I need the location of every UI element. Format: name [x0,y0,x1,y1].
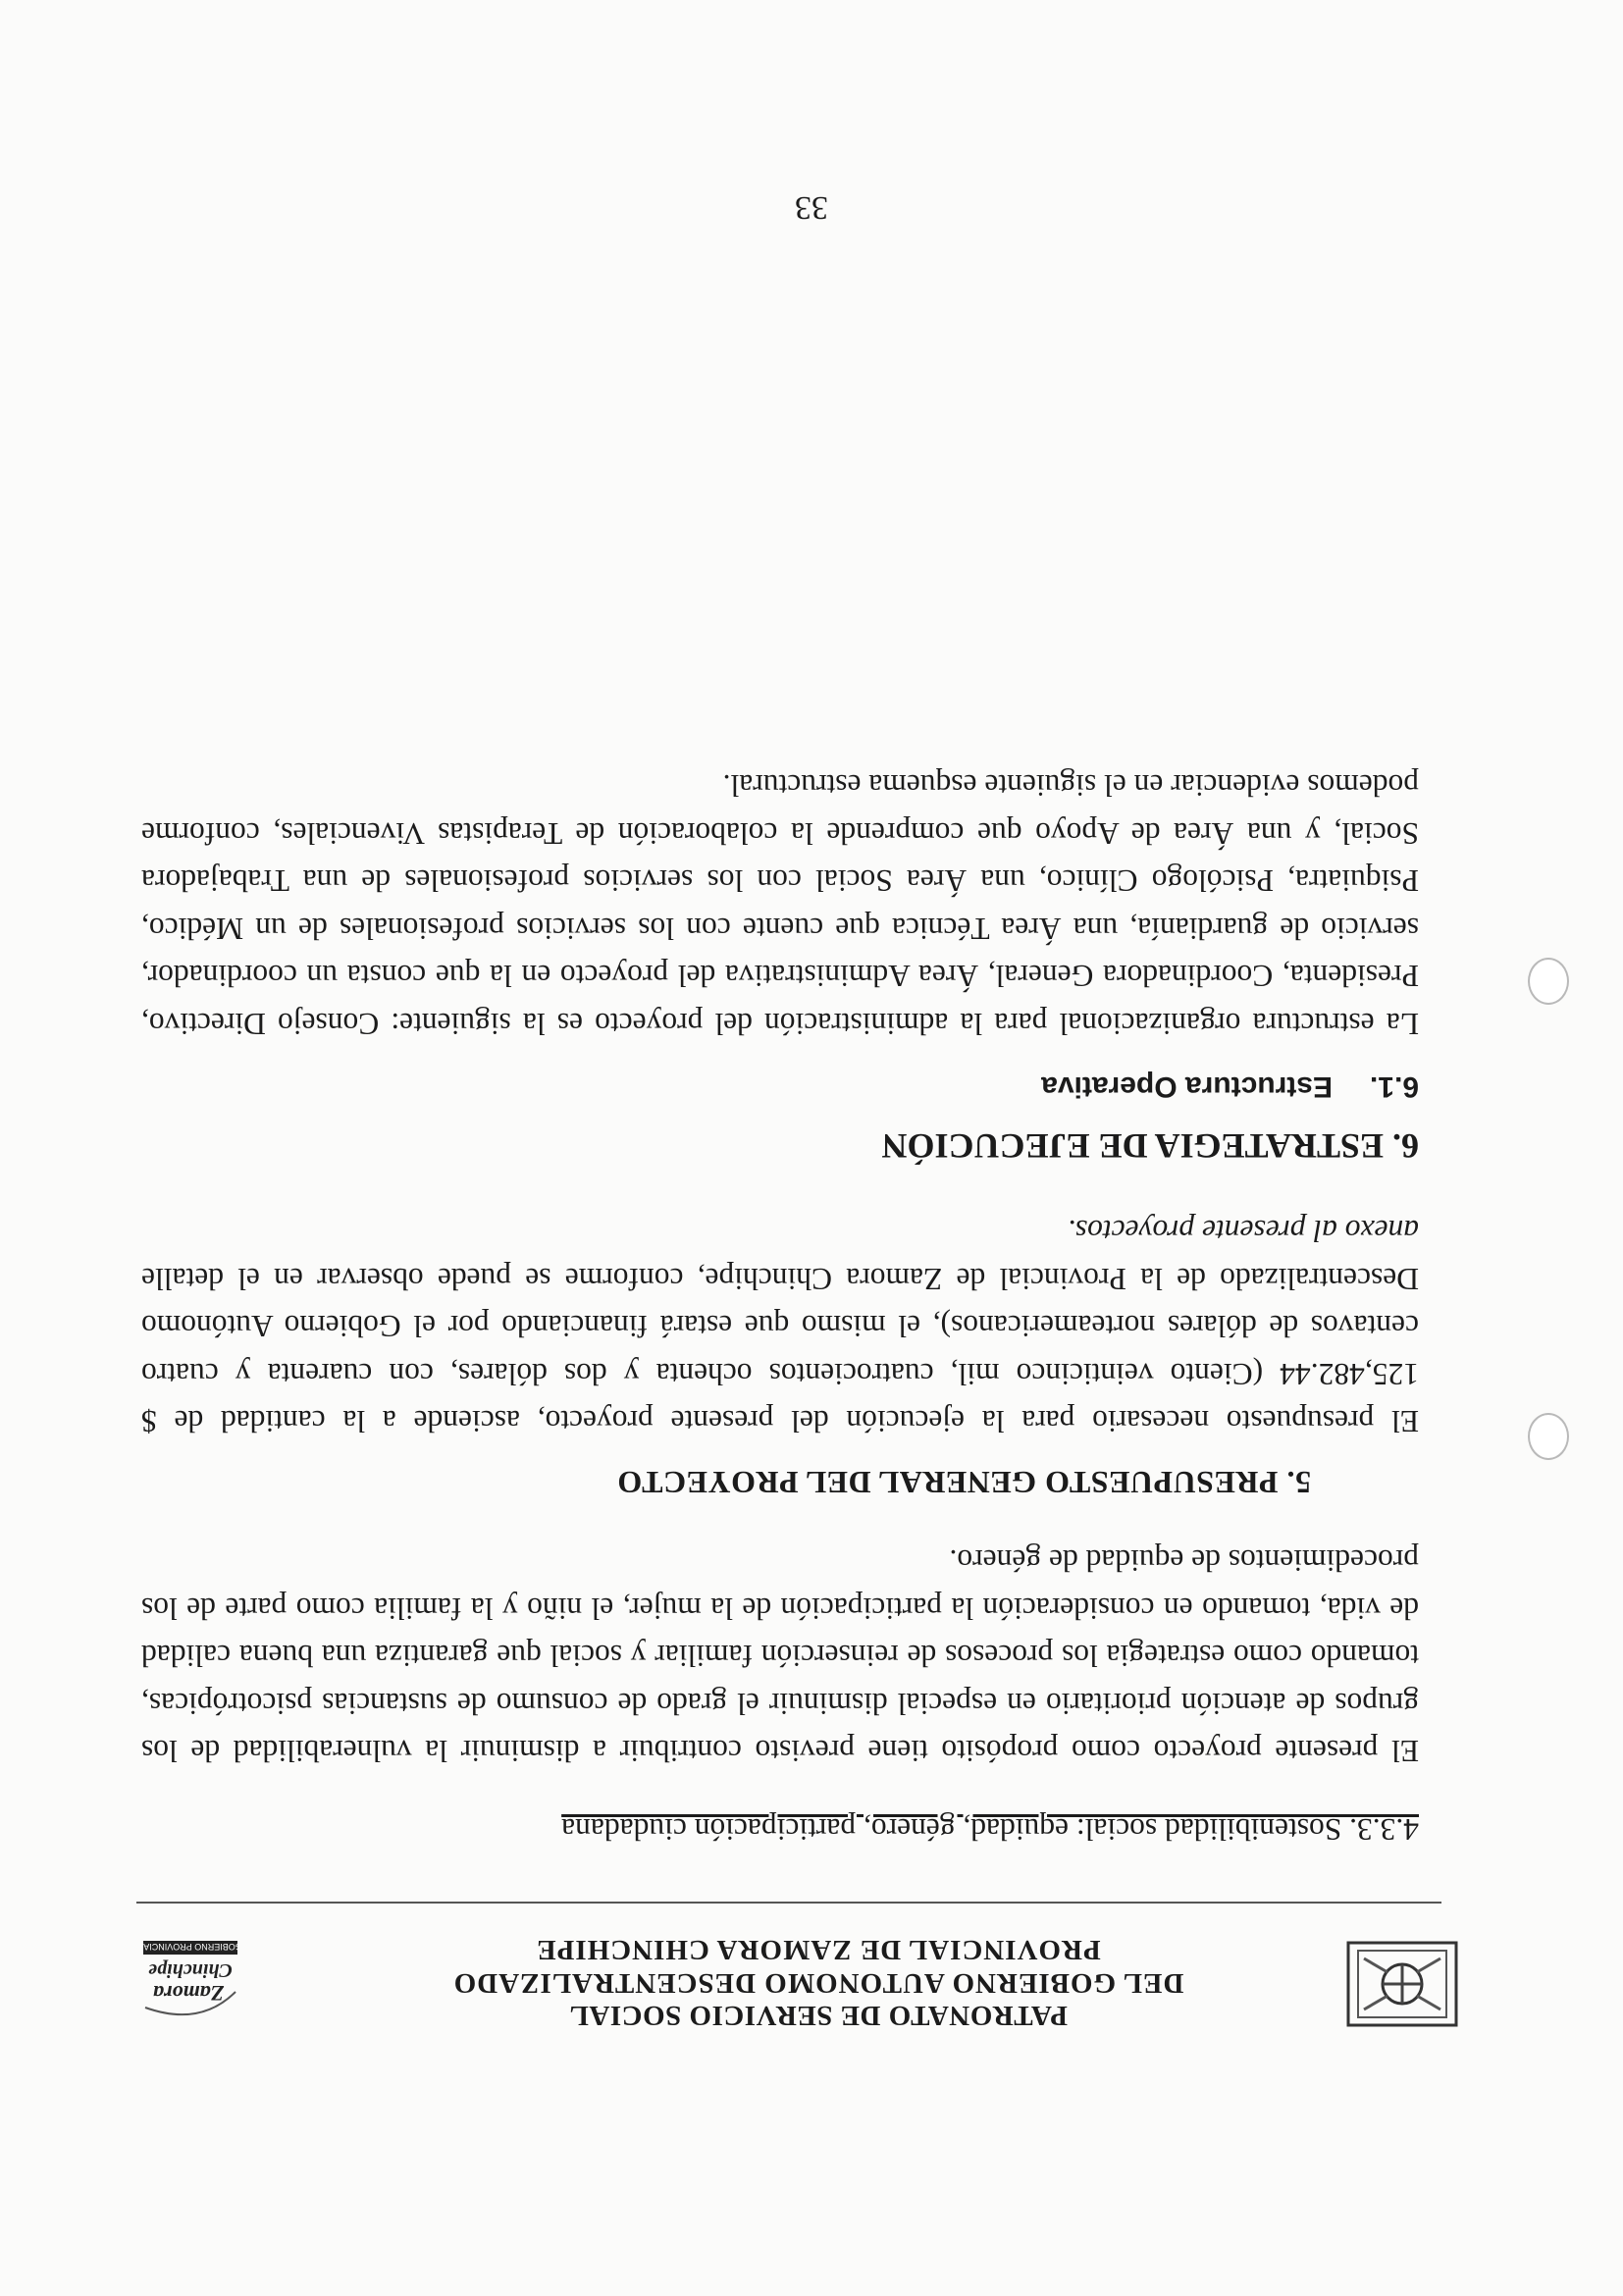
institution-name [328,1933,1309,2031]
page-number: 33 [795,189,828,226]
institution-logo [1329,1939,1476,2029]
section-4-3-3-paragraph: El presente proyecto como propósito tiene previsto contribuir a disminuir la vulnerabilidad de los grupos de atención prioritario en especial disminuir el grado de consumo de sustancias psicotrópicas, tomando como estrategia los procesos de reinserción familiar y social que garantiza una buena calidad de vida, tomando en consideración la participación de la mujer, el niño y la familia como parte de los procedimientos de equidad de género. [141,1543,1419,1769]
header-line-1: PATRONATO DE SERVICIO SOCIAL [569,2000,1068,2031]
body-content [141,761,1419,1852]
section-6-1-paragraph: La estructura organizacional para la administración del proyecto es la siguiente: Consejo Directivo, Presidenta, Coordinadora General, Área Administrativa del proyecto en la que consta un coordinador, servicio de guardianía, una Área Técnica que cuente con los servicios profesionales de un Médico, Psiquiatra, Psicólogo Clínico, una Área Social con los servicios profesionales de una Trabajadora Social, y una Área de Apoyo que comprende la colaboración de Terapistas Vivenciales, conforme podemos evidenciar en el siguiente esquema estructural. [141,768,1419,1041]
header-divider [136,1902,1441,1904]
punch-hole-top [1528,958,1569,1005]
section-5-italic-text: anexo al presente proyectos. [1067,1214,1419,1249]
section-5-heading: 5. PRESUPUESTO GENERAL DEL PROYECTO [616,1465,1311,1500]
section-6-1-heading [141,1063,1419,1111]
logo-text-chinchipe: Chinchipe [148,1959,233,1981]
section-6-heading: 6. ESTRATEGIA DE EJECUCIÓN [881,1126,1419,1166]
provincial-logo [141,1937,239,2031]
punch-hole-bottom [1528,1413,1569,1460]
section-5-paragraph [141,1207,1419,1445]
section-6-1-number: 6.1. [1369,1070,1419,1104]
header-line-2: DEL GOBIERNO AUTONOMO DESCENTRALIZADO [452,1966,1184,1999]
logo-text-gobierno: GOBIERNO PROVINCIAL [141,1942,239,1952]
logo-text-zamora: Zamora [152,1981,225,2006]
header-line-3: PROVINCIAL DE ZAMORA CHINCHIPE [536,1934,1101,1966]
section-4-3-3-heading: 4.3.3. Sostenibilidad social: equidad, género, participación ciudadana [561,1812,1419,1847]
section-5-text: El presupuesto necesario para la ejecución del presente proyecto, asciende a la cantidad de $ 125,482.44 (Ciento veinticinco mil, cuatrocientos ochenta y dos dólares, con cuarenta y cuatro centavos de dólares norteamericanos), el mismo que estará financiando por el Gobierno Autónomo Descentralizado de la Provincial de Zamora Chinchipe, conforme se puede observar en el detalle [141,1262,1419,1439]
letterhead [141,1923,1476,2031]
section-6-1-title: Estructura Operativa [1041,1070,1333,1104]
